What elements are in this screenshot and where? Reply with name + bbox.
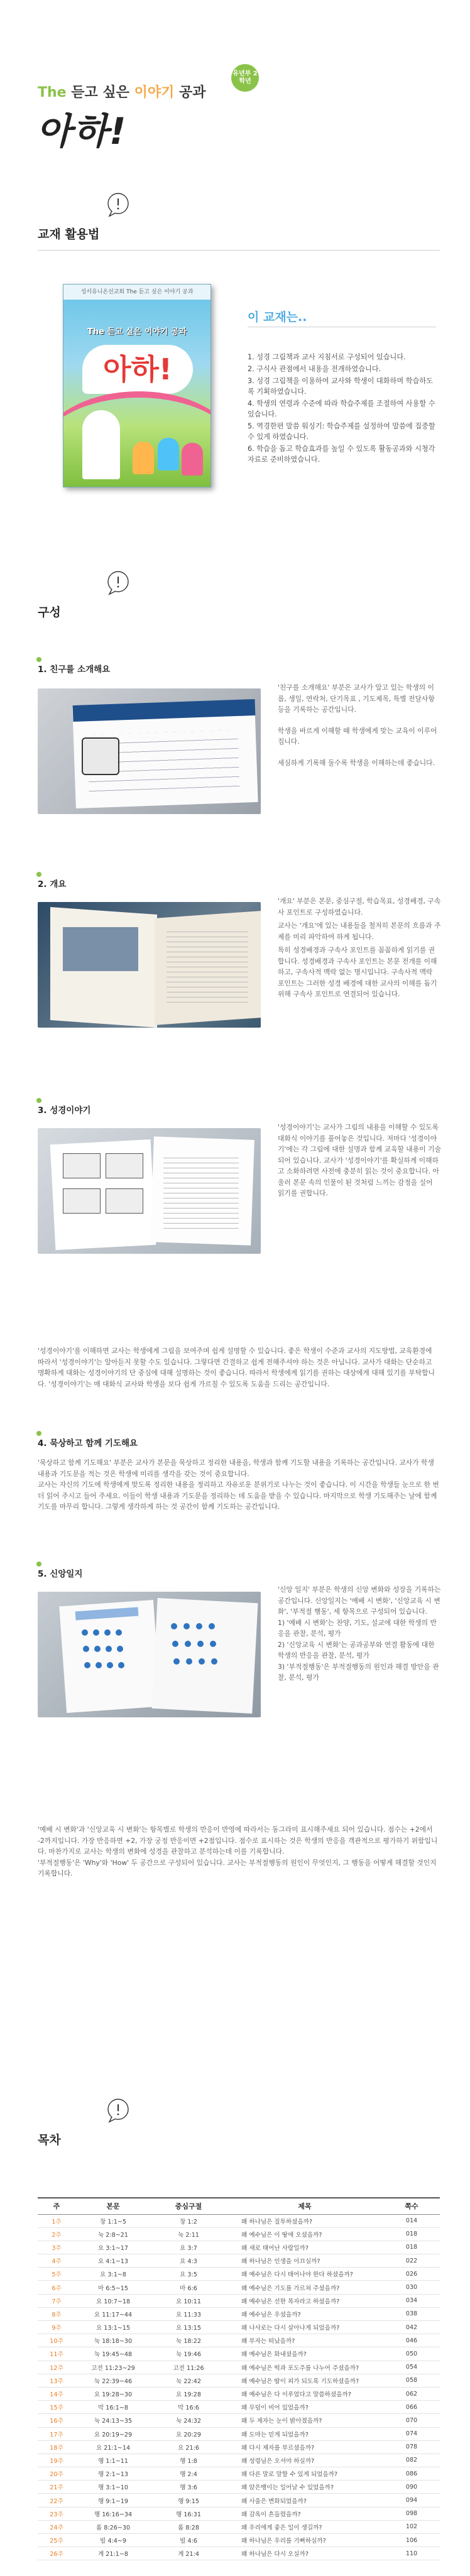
textbook-cover <box>63 284 211 487</box>
toc-cell-page: 098 <box>383 2507 440 2520</box>
photo-dot <box>84 1662 90 1668</box>
photo-dot <box>196 1623 202 1629</box>
faith-journal-photo <box>38 1592 261 1717</box>
toc-cell-key-verse: 창 1:2 <box>151 2214 226 2227</box>
toc-cell-page: 046 <box>383 2334 440 2347</box>
textbook-heading: 교재 활용법 <box>38 227 100 241</box>
toc-cell-key-verse: 고전 11:26 <box>151 2361 226 2374</box>
toc-cell-week: 7주 <box>38 2294 75 2307</box>
table-row <box>38 2214 440 2227</box>
toc-cell-week: 15주 <box>38 2401 75 2414</box>
composition-heading: 구성 <box>38 606 61 619</box>
toc-cell-week: 6주 <box>38 2281 75 2294</box>
toc-cell-key-verse: 빌 4:6 <box>151 2534 226 2547</box>
photo-dot <box>209 1623 215 1629</box>
table-row <box>38 2321 440 2334</box>
desc-paragraph: 특히 성경배경과 구속사 포인트를 꼼꼼하게 읽기를 권합니다. 성경배경과 구속사 포인트는 본문 전개를 이해하고, 구속사적 맥락 없는 명시입니다. 구속사적 맥락 포인트는 그러한 성경 배경에 대한 교사의 이해를 돕기 위해 구속사 포인트로 연결되어 있습니다. <box>278 946 437 998</box>
toc-cell-key-verse: 행 3:6 <box>151 2481 226 2494</box>
toc-table <box>38 2197 440 2560</box>
toc-cell-page: 094 <box>383 2494 440 2507</box>
composition-item-title: 4. 묵상하고 함께 기도해요 <box>38 1436 138 1448</box>
photo-dot <box>93 1629 99 1636</box>
toc-cell-week: 3주 <box>38 2241 75 2254</box>
toc-cell-week: 8주 <box>38 2307 75 2320</box>
desc-paragraph: 학생을 바르게 이해할 때 학생에게 맞는 교육이 이루어 집니다. <box>278 726 437 746</box>
toc-cell-week: 1주 <box>38 2214 75 2227</box>
toc-cell-week: 14주 <box>38 2387 75 2400</box>
photo-dot <box>197 1641 204 1647</box>
toc-cell-week: 11주 <box>38 2347 75 2361</box>
toc-cell-key-verse: 요 3:7 <box>151 2241 226 2254</box>
toc-cell-page: 078 <box>383 2440 440 2454</box>
photo-dot <box>118 1662 124 1668</box>
desc-paragraph: '묵상하고 함께 기도해요' 부분은 교사가 본문을 묵상하고 정리한 내용을, 학생과 함께 기도할 내용을 기록하는 공간입니다. 교사가 학생 내용과 기도문을 적는 것은 학생에 미리를 생각을 갖는 것이 중요합니다. <box>38 1459 434 1478</box>
desc-paragraph: 1) '예배 시 변화'는 찬양, 기도, 설교에 대한 학생의 반응을 관찰, 분석, 평가 <box>278 1618 437 1638</box>
toc-cell-title: 왜 예수님은 우셨을까? <box>226 2307 383 2320</box>
toc-cell-week: 5주 <box>38 2268 75 2281</box>
toc-cell-page: 030 <box>383 2281 440 2294</box>
exclamation-bubble-icon <box>106 570 131 595</box>
toc-cell-week: 16주 <box>38 2414 75 2427</box>
exclamation-bubble-icon <box>106 2098 131 2123</box>
table-row <box>38 2520 440 2533</box>
desc-paragraph: 교사는 자신의 기도에 학생에게 맞도록 정리한 내용을 정리하고 자유로운 분위기로 나누는 것이 좋습니다. 이 시간을 학생들 눈으로 한 번 더 읽어 주시고 들어 주세요. 이들이 학생 내용과 기도문을 정리하는 데 도움을 받을 수 있습니다. 마지막으로 학생 기도해주는 날에 함께 기도를 마무리 합니다. 그렇게 생각하게 하는 것 공간이 함께 기도하는 공간입니다. <box>38 1481 439 1511</box>
cover-child-figure <box>182 443 203 476</box>
composition-item-desc <box>278 682 441 768</box>
desc-paragraph-wide: '성경이야기'를 이해하면 교사는 학생에게 그림을 보여주며 쉽게 설명할 수 있습니다. 좋은 학생이 수준과 교사의 지도방법, 교육환경에 따라서 '성경이야기'는 알아듣지 못할 수도 있습니다. 그렇다면 간결하고 쉽게 전해주셔야 하는 것은 아닙니다. 교사가 대화는 단순하고 명확하게 대화는 성경이야기의 단 중심에 대해 설명하는 것이 좋습니다. 따라서 학생에게 읽기를 권하는 대상에게 대해 있기를 부탁합니다. '성경이야기'는 매 대화식 교사와 학생을 보다 쉽게 가르칠 수 있도록 도움을 드리는 공간입니다. <box>38 1347 435 1388</box>
toc-cell-passage: 계 21:1~8 <box>75 2547 151 2560</box>
aha-logo: 아하! <box>36 110 128 153</box>
table-row <box>38 2481 440 2494</box>
photo-dot <box>171 1623 177 1629</box>
desc-paragraph: '개요' 부분은 본문, 중심구절, 학습목표, 성경배경, 구속사 포인트로 구성하였습니다. <box>278 897 441 916</box>
toc-cell-title: 왜 우리에게 좋은 일이 생길까? <box>226 2520 383 2533</box>
desc-paragraph: '신앙 일지' 부분은 학생의 신앙 변화와 성장을 기록하는 공간입니다. 신앙일지는 '예배 시 변화', '신앙교육 시 변화', '부적절 행동', 세 항목으로 구성되어 있습니다. <box>278 1585 441 1616</box>
toc-cell-week: 12주 <box>38 2361 75 2374</box>
toc-cell-week: 26주 <box>38 2547 75 2560</box>
desc-paragraph: 3) '부적절행동'은 부적절행동의 원인과 해결 방안을 관찰, 분석, 평가 <box>278 1662 439 1682</box>
toc-cell-page: 022 <box>383 2254 440 2268</box>
friend-intro-photo <box>38 688 261 814</box>
toc-cell-title: 왜 도마는 믿게 되었을까? <box>226 2427 383 2440</box>
toc-cell-key-verse: 눅 24:32 <box>151 2414 226 2427</box>
toc-header-row <box>38 2198 440 2214</box>
toc-cell-page: 086 <box>383 2467 440 2481</box>
toc-cell-passage: 요 21:1~14 <box>75 2440 151 2454</box>
toc-cell-page: 054 <box>383 2361 440 2374</box>
toc-cell-title: 왜 앉은뱅이는 일어날 수 있었을까? <box>226 2481 383 2494</box>
toc-cell-passage: 눅 22:39~46 <box>75 2374 151 2387</box>
desc-paragraph: '부적절행동'은 'Why'와 'How' 두 공간으로 구성되어 있습니다. 교사는 부적절행동의 원인이 무엇인지, 그 행동을 어떻게 해결할 것인지 기록합니다. <box>38 1858 437 1878</box>
intro-item: 2. 구식사 관점에서 내용을 전개하였습니다. <box>248 365 381 373</box>
toc-cell-title: 왜 예수님은 이 땅에 오셨을까? <box>226 2227 383 2241</box>
composition-item-title: 2. 개요 <box>38 877 66 889</box>
intro-list <box>248 352 436 466</box>
toc-cell-week: 2주 <box>38 2227 75 2241</box>
intro-title: 이 교재는.. <box>248 310 307 324</box>
cover-logo: 아하! <box>82 345 193 394</box>
toc-cell-key-verse: 눅 2:11 <box>151 2227 226 2241</box>
toc-cell-title: 왜 다른 말로 말할 수 있게 되었을까? <box>226 2467 383 2481</box>
composition-item-title: 5. 신앙일지 <box>38 1567 82 1579</box>
table-row <box>38 2440 440 2454</box>
toc-cell-key-verse: 요 21:6 <box>151 2440 226 2454</box>
toc-cell-title: 왜 사울은 변화되었을까? <box>226 2494 383 2507</box>
header <box>36 70 440 163</box>
toc-cell-title: 왜 성령님은 오셔야 하실까? <box>226 2454 383 2467</box>
exclamation-bubble-icon <box>106 192 131 217</box>
toc-cell-passage: 요 13:1~15 <box>75 2321 151 2334</box>
toc-cell-key-verse: 요 13:15 <box>151 2321 226 2334</box>
toc-cell-week: 25주 <box>38 2534 75 2547</box>
photo-page-right <box>152 1598 258 1714</box>
toc-cell-key-verse: 눅 19:46 <box>151 2347 226 2361</box>
toc-cell-key-verse: 막 16:6 <box>151 2401 226 2414</box>
toc-col-week: 주 <box>38 2198 75 2214</box>
toc-cell-passage: 롬 8:26~30 <box>75 2520 151 2533</box>
bible-story-photo <box>38 1128 261 1254</box>
photo-dot <box>173 1658 180 1665</box>
toc-cell-page: 062 <box>383 2387 440 2400</box>
toc-cell-passage: 눅 24:13~35 <box>75 2414 151 2427</box>
toc-cell-page: 018 <box>383 2241 440 2254</box>
composition-item-title: 3. 성경이야기 <box>38 1103 90 1116</box>
toc-cell-passage: 행 2:1~13 <box>75 2467 151 2481</box>
toc-cell-title: 왜 하나님은 인생을 이끄실까? <box>226 2254 383 2268</box>
toc-cell-week: 10주 <box>38 2334 75 2347</box>
toc-cell-key-verse: 행 2:4 <box>151 2467 226 2481</box>
toc-cell-key-verse: 계 21:4 <box>151 2547 226 2560</box>
toc-cell-key-verse: 행 16:31 <box>151 2507 226 2520</box>
table-row <box>38 2307 440 2320</box>
table-row <box>38 2227 440 2241</box>
table-row <box>38 2334 440 2347</box>
table-row <box>38 2534 440 2547</box>
toc-cell-page: 034 <box>383 2294 440 2307</box>
toc-cell-key-verse: 눅 22:42 <box>151 2374 226 2387</box>
toc-cell-key-verse: 요 3:5 <box>151 2268 226 2281</box>
cover-child-figure <box>158 438 179 470</box>
toc-cell-title: 왜 예수님은 땀이 피가 되도록 기도하셨을까? <box>226 2374 383 2387</box>
toc-cell-title: 왜 예수님은 선한 목자라고 하셨을까? <box>226 2294 383 2307</box>
photo-cartoon-panel <box>106 1153 143 1178</box>
subtitle-suffix: 공과 <box>179 85 206 101</box>
toc-cell-passage: 막 16:1~8 <box>75 2401 151 2414</box>
toc-cell-page: 018 <box>383 2227 440 2241</box>
table-row <box>38 2387 440 2400</box>
photo-dot <box>199 1658 205 1665</box>
toc-cell-title: 왜 하나님은 다시 오실까? <box>226 2547 383 2560</box>
toc-heading: 목차 <box>38 2133 61 2147</box>
toc-col-page: 쪽수 <box>383 2198 440 2214</box>
toc-cell-week: 13주 <box>38 2374 75 2387</box>
toc-col-key-verse: 중심구절 <box>151 2198 226 2214</box>
table-row <box>38 2467 440 2481</box>
intro-item: 6. 학습을 돕고 학습효과를 높일 수 있도록 활동공과와 시청각 자료로 준비하였습니다. <box>248 445 435 464</box>
toc-cell-title: 왜 예수님은 기도를 가르쳐 주셨을까? <box>226 2281 383 2294</box>
toc-cell-page: 042 <box>383 2321 440 2334</box>
photo-text-lines <box>167 927 248 1003</box>
toc-cell-key-verse: 행 9:15 <box>151 2494 226 2507</box>
photo-text-lines <box>163 1153 239 1229</box>
toc-cell-passage: 창 1:1~5 <box>75 2214 151 2227</box>
header-subtitle <box>38 82 206 101</box>
table-row <box>38 2414 440 2427</box>
toc-cell-week: 20주 <box>38 2467 75 2481</box>
composition-item-title: 1. 친구를 소개해요 <box>38 662 110 675</box>
desc-paragraph: 2) '신앙교육 시 변화'는 공과공부와 연결 활동에 대한 학생의 반응을 관찰, 분석, 평가 <box>278 1640 435 1660</box>
toc-cell-week: 24주 <box>38 2520 75 2533</box>
toc-cell-week: 19주 <box>38 2454 75 2467</box>
intro-item: 3. 성경 그림책을 이용하여 교사와 학생이 대화하며 학습하도록 기획하였습니다. <box>248 377 433 396</box>
toc-cell-passage: 요 3:1~8 <box>75 2268 151 2281</box>
table-row <box>38 2254 440 2268</box>
toc-cell-key-verse: 요 19:28 <box>151 2387 226 2400</box>
toc-cell-title: 왜 예수님은 떡과 포도주를 나누어 주셨을까? <box>226 2361 383 2374</box>
photo-dot <box>210 1641 216 1647</box>
intro-item: 1. 성경 그림책과 교사 지침서로 구성되어 있습니다. <box>248 353 406 361</box>
photo-dot <box>183 1623 190 1629</box>
photo-dot <box>172 1641 178 1647</box>
photo-dot <box>186 1658 192 1665</box>
toc-cell-key-verse: 요 4:3 <box>151 2254 226 2268</box>
toc-cell-title: 왜 두 제자는 눈이 밝아졌을까? <box>226 2414 383 2427</box>
toc-cell-key-verse: 마 6:6 <box>151 2281 226 2294</box>
table-row <box>38 2494 440 2507</box>
toc-cell-page: 106 <box>383 2534 440 2547</box>
section-divider <box>38 250 440 251</box>
composition-item-desc <box>278 1584 441 1683</box>
toc-cell-key-verse: 눅 18:22 <box>151 2334 226 2347</box>
toc-cell-week: 23주 <box>38 2507 75 2520</box>
toc-cell-passage: 행 1:1~11 <box>75 2454 151 2467</box>
toc-cell-passage: 요 20:19~29 <box>75 2427 151 2440</box>
table-row <box>38 2401 440 2414</box>
toc-cell-passage: 눅 18:18~30 <box>75 2334 151 2347</box>
toc-cell-title: 왜 감옥이 흔들렸을까? <box>226 2507 383 2520</box>
cover-title: The 듣고 싶은 이야기 공과 <box>87 327 187 337</box>
table-row <box>38 2294 440 2307</box>
intro-item: 5. 역경한편 말씀 워싱기: 학습주제를 설정하여 말씀에 집중할 수 있게 하였습니다. <box>248 422 435 441</box>
toc-cell-week: 22주 <box>38 2494 75 2507</box>
desc-paragraph: '친구를 소개해요' 부분은 교사가 알고 있는 학생의 이름, 생일, 연락처, 단기목표 , 기도제목, 특별 전달사항 등을 기록하는 공간입니다. <box>278 683 435 714</box>
toc-cell-week: 9주 <box>38 2321 75 2334</box>
desc-paragraph: 세심하게 기록해 둘수록 학생을 이해하는데 좋습니다. <box>278 758 435 767</box>
toc-cell-page: 070 <box>383 2414 440 2427</box>
toc-cell-week: 18주 <box>38 2440 75 2454</box>
toc-cell-page: 014 <box>383 2214 440 2227</box>
table-row <box>38 2347 440 2361</box>
composition-item-desc-wide <box>38 1824 440 1879</box>
toc-cell-title: 왜 예수님은 다 이루었다고 말씀하셨을까? <box>226 2387 383 2400</box>
photo-sticker <box>82 737 119 775</box>
composition-item-desc <box>278 896 441 1000</box>
toc-cell-page: 110 <box>383 2547 440 2560</box>
photo-dot <box>116 1629 122 1636</box>
table-row <box>38 2268 440 2281</box>
toc-cell-passage: 요 10:7~18 <box>75 2294 151 2307</box>
subtitle-mid1: 듣고 싶은 <box>71 85 129 101</box>
toc-cell-title: 왜 예수님은 화내셨을까? <box>226 2347 383 2361</box>
subtitle-prefix: The <box>38 85 67 101</box>
cover-child-figure <box>133 442 154 474</box>
table-row <box>38 2241 440 2254</box>
table-row <box>38 2281 440 2294</box>
photo-illustration <box>63 927 138 971</box>
photo-dot <box>211 1658 217 1665</box>
table-row <box>38 2361 440 2374</box>
table-row <box>38 2547 440 2560</box>
toc-cell-passage: 행 3:1~10 <box>75 2481 151 2494</box>
toc-cell-title: 왜 부자는 떠났을까? <box>226 2334 383 2347</box>
photo-dot <box>82 1629 88 1636</box>
toc-cell-page: 082 <box>383 2454 440 2467</box>
table-row <box>38 2374 440 2387</box>
toc-cell-passage: 요 11:17~44 <box>75 2307 151 2320</box>
toc-cell-title: 왜 예수님은 다시 태어나야 한다 하셨을까? <box>226 2268 383 2281</box>
overview-photo <box>38 902 261 1028</box>
toc-cell-page: 026 <box>383 2268 440 2281</box>
toc-cell-passage: 고전 11:23~29 <box>75 2361 151 2374</box>
toc-cell-passage: 요 4:1~13 <box>75 2254 151 2268</box>
toc-col-passage: 본문 <box>75 2198 151 2214</box>
photo-cartoon-panel <box>106 1188 143 1214</box>
toc-cell-week: 4주 <box>38 2254 75 2268</box>
toc-cell-passage: 마 6:5~15 <box>75 2281 151 2294</box>
toc-col-title: 제목 <box>226 2198 383 2214</box>
toc-cell-passage: 행 9:1~19 <box>75 2494 151 2507</box>
toc-cell-page: 102 <box>383 2520 440 2533</box>
toc-cell-key-verse: 요 10:11 <box>151 2294 226 2307</box>
photo-dot <box>94 1646 101 1652</box>
toc-cell-passage: 행 16:16~34 <box>75 2507 151 2520</box>
toc-cell-page: 074 <box>383 2427 440 2440</box>
toc-cell-key-verse: 요 20:29 <box>151 2427 226 2440</box>
desc-paragraph: '예배 시 변화'과 '신앙교육 시 변화'는 항목별로 학생의 반응이 반영에 따라서는 동그라미 표시해주세요 되어 있습니다. 점수는 +2에서 -2까지입니다. 가장 반응하면 +2, 가장 궁정 반응이면 +2점입니다. 점수로 표시하는 것은 학생의 반응을 객관적으로 평가하기 위함입니다. 마찬가지로 교사는 학생의 변화에 성경을 관찰하고 분석하는데 이를 기록합니다. <box>38 1825 438 1856</box>
composition-item-desc <box>278 1122 441 1199</box>
photo-dot <box>96 1662 102 1668</box>
photo-dot <box>104 1629 111 1636</box>
toc-cell-passage: 요 19:28~30 <box>75 2387 151 2400</box>
toc-cell-page: 066 <box>383 2401 440 2414</box>
photo-dot <box>185 1641 191 1647</box>
table-row <box>38 2427 440 2440</box>
toc-cell-page: 050 <box>383 2347 440 2361</box>
toc-cell-page: 038 <box>383 2307 440 2320</box>
toc-cell-passage: 눅 19:45~48 <box>75 2347 151 2361</box>
cover-top-text: 성서유니온선교회 The 듣고 싶은 이야기 공과 <box>63 285 210 300</box>
grade-badge: 유년부 2학년 <box>231 64 259 92</box>
photo-cartoon-panel <box>63 1188 101 1214</box>
toc-cell-passage: 눅 2:8~21 <box>75 2227 151 2241</box>
toc-cell-title: 왜 다시 제자를 부르셨을까? <box>226 2440 383 2454</box>
toc-cell-week: 21주 <box>38 2481 75 2494</box>
photo-dot <box>106 1646 112 1652</box>
toc-cell-title: 왜 새로 태어난 사람일까? <box>226 2241 383 2254</box>
toc-cell-passage: 요 3:1~17 <box>75 2241 151 2254</box>
photo-cartoon-panel <box>63 1153 101 1178</box>
toc-cell-page: 090 <box>383 2481 440 2494</box>
cover-jesus-figure <box>82 410 120 479</box>
toc-cell-page: 058 <box>383 2374 440 2387</box>
toc-cell-key-verse: 롬 8:28 <box>151 2520 226 2533</box>
toc-cell-title: 왜 무덤이 비어 있었을까? <box>226 2401 383 2414</box>
desc-paragraph: 교사는 '개요'에 있는 내용들을 철저히 본문의 흐름과 주제를 미리 파악하여 하게 됩니다. <box>278 921 441 941</box>
intro-item: 4. 학생의 연령과 수준에 따라 학습주제를 조절하여 사용할 수 있습니다. <box>248 399 435 418</box>
table-row <box>38 2454 440 2467</box>
subtitle-mid2: 이야기 <box>134 85 175 101</box>
photo-dot <box>83 1646 89 1652</box>
toc-cell-week: 17주 <box>38 2427 75 2440</box>
toc-body <box>38 2214 440 2560</box>
toc-cell-passage: 빌 4:4~9 <box>75 2534 151 2547</box>
toc-cell-key-verse: 요 11:33 <box>151 2307 226 2320</box>
toc-cell-title: 왜 하나님은 질투하셨을까? <box>226 2214 383 2227</box>
desc-paragraph: '성경이야기'는 교사가 그림의 내용을 이해할 수 있도록 대화식 이야기를 풀어놓은 것입니다. 저마다 '성경이야기'에는 각 그림에 대한 설명과 함께 교육할 내용이 기술되어 있습니다. 교사가 '성경이야기'를 확실하게 이해하고 소화하려면 사전에 충분히 읽는 것이 중요합니다. 아울러 본문 속의 인물이 된 것처럼 느끼는 감정을 실어 읽기를 권합니다. <box>278 1123 441 1197</box>
table-row <box>38 2507 440 2520</box>
composition-item-desc <box>38 1457 440 1513</box>
photo-dot <box>107 1662 113 1668</box>
photo-dot <box>117 1646 123 1652</box>
toc-cell-title: 왜 하나님은 우리를 기뻐하실까? <box>226 2534 383 2547</box>
toc-cell-key-verse: 행 1:8 <box>151 2454 226 2467</box>
toc-cell-title: 왜 나사로는 다시 살아나게 되었을까? <box>226 2321 383 2334</box>
